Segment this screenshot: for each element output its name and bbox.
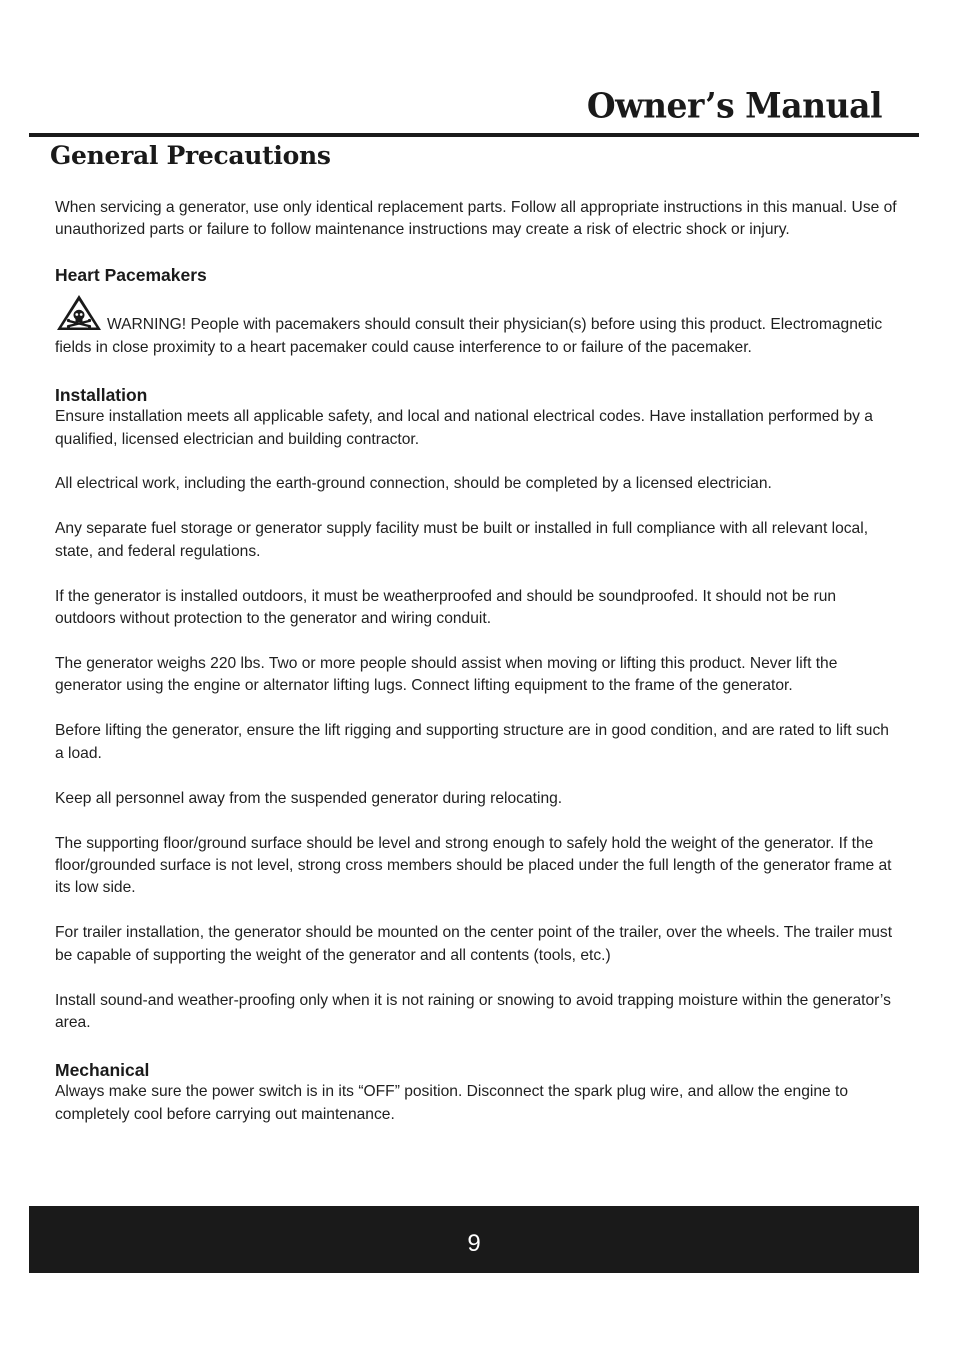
section-title: General Precautions [50, 141, 331, 170]
installation-paragraph: The supporting floor/ground surface should be level and strong enough to safely hold the weight of the generator. If the floor/grounded surface is not level, strong cross members should be placed under the full length of the generator frame at its low side. [55, 834, 892, 897]
installation-paragraph: Keep all personnel away from the suspended generator during relocating. [55, 789, 563, 807]
installation-paragraph: If the generator is installed outdoors, it must be weatherproofed and should be soundproofed. It should not be run outdoors without protection to the generator and wiring conduit. [55, 587, 837, 628]
intro-paragraph: When servicing a generator, use only identical replacement parts. Follow all appropriate instructions in this manual. Use of unauthorized parts or failure to follow maintenance instructions may create a risk of electric shock or injury. [55, 199, 897, 239]
installation-paragraph: Ensure installation meets all applicable safety, and local and national electrical codes. Have installation performed by a qualified, licensed electrician and building contractor. [55, 408, 873, 448]
installation-heading: Installation [55, 385, 148, 406]
page-number: 9 [467, 1229, 481, 1257]
pacemaker-warning [55, 294, 897, 359]
installation-paragraph: Install sound-and weather-proofing only when it is not raining or snowing to avoid trapping moisture within the generator’s area. [55, 991, 891, 1031]
installation-paragraph: Before lifting the generator, ensure the lift rigging and supporting structure are in good condition, and are rated to lift such a load. [55, 722, 889, 762]
installation-paragraph: For trailer installation, the generator should be mounted on the center point of the trailer, over the wheels. The trailer must be capable of supporting the weight of the generator and all contents (tools, etc.) [55, 924, 893, 964]
installation-paragraph: Any separate fuel storage or generator supply facility must be built or installed in full compliance with all relevant local, state, and federal regulations. [55, 520, 869, 560]
page-footer [29, 1206, 919, 1273]
mechanical-heading: Mechanical [55, 1060, 150, 1081]
pacemaker-warning-text: WARNING! People with pacemakers should consult their physician(s) before using this product. Electromagnetic fields in close proximity to a heart pacemaker could cause interference to or failure of the pacemaker. [55, 316, 883, 356]
page-content [55, 197, 897, 1126]
heart-pacemakers-heading: Heart Pacemakers [55, 265, 207, 286]
installation-paragraph: The generator weighs 220 lbs. Two or more people should assist when moving or lifting this product. Never lift the generator using the engine or alternator lifting lugs. Connect lifting equipment to the frame of the generator. [55, 654, 838, 695]
title-divider [29, 133, 919, 137]
document-title: Owner’s Manual [586, 85, 882, 126]
warning-skull-icon [55, 294, 103, 332]
installation-paragraph: All electrical work, including the earth-ground connection, should be completed by a licensed electrician. [55, 475, 772, 493]
mechanical-paragraph: Always make sure the power switch is in its “OFF” position. Disconnect the spark plug wire, and allow the engine to completely cool before carrying out maintenance. [55, 1083, 849, 1123]
